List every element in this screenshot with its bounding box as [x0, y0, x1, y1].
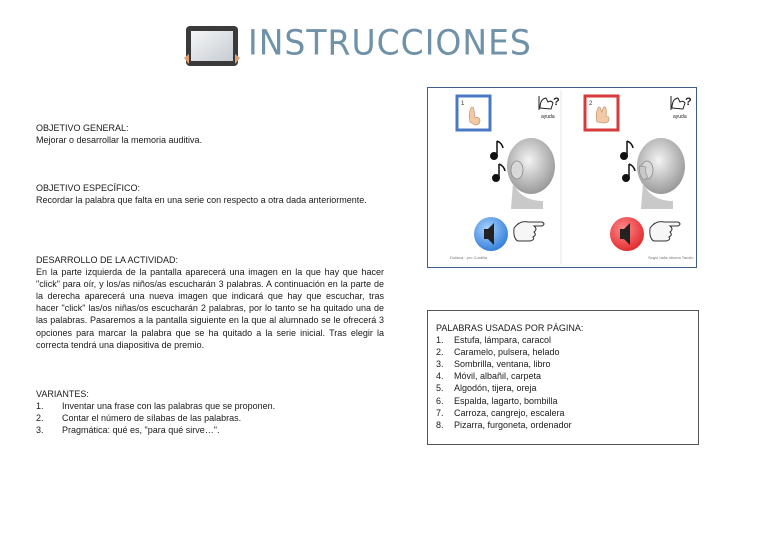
- svg-text:?: ?: [685, 96, 692, 108]
- variante-text: Contar el número de sílabas de las palabras.: [62, 413, 242, 424]
- hand-two-fingers-icon: [596, 107, 609, 123]
- palabras-heading: PALABRAS USADAS POR PÁGINA:: [436, 323, 584, 333]
- palabras-item: [436, 370, 698, 382]
- palabras-number: 6.: [436, 395, 444, 406]
- palabras-number: 3.: [436, 359, 444, 370]
- palabras-item: [436, 346, 698, 358]
- objetivo-general-text: Mejorar o desarrollar la memoria auditiva.: [36, 135, 203, 146]
- objetivo-general: [36, 122, 384, 146]
- variante-item: [36, 400, 384, 412]
- hand-one-finger-icon: [469, 107, 480, 125]
- palabras-item: [436, 334, 698, 346]
- tablet-icon: [184, 24, 240, 68]
- music-note-icon: [491, 141, 506, 182]
- example-slide-illustration: [428, 88, 695, 266]
- variante-text: Pragmática: qué es, "para qué sirve…".: [62, 425, 220, 436]
- palabras-number: 8.: [436, 419, 444, 430]
- palabras-text: Pizarra, furgoneta, ordenador: [454, 419, 572, 430]
- left-panel-footer: Dolisca · pro Cordilla: [450, 255, 488, 260]
- palabras-number: 7.: [436, 407, 444, 418]
- palabras-text: Algodón, tijera, oreja: [454, 383, 537, 394]
- palabras-box: [427, 310, 699, 445]
- objetivo-especifico: [36, 182, 384, 206]
- palabras-number: 5.: [436, 383, 444, 394]
- palabras-text: Caramelo, pulsera, helado: [454, 347, 560, 358]
- help-hand-icon[interactable]: [670, 94, 692, 122]
- example-slide: [427, 87, 697, 268]
- objetivo-especifico-heading: OBJETIVO ESPECÍFICO:: [36, 183, 141, 193]
- objetivo-general-heading: OBJETIVO GENERAL:: [36, 123, 129, 133]
- help-hand-icon[interactable]: [538, 94, 560, 122]
- palabras-text: Sombrilla, ventana, libro: [454, 359, 551, 370]
- variante-number: 2.: [36, 413, 44, 424]
- palabras-text: Móvil, albañil, carpeta: [454, 371, 542, 382]
- palabras-text: Espalda, lagarto, bombilla: [454, 395, 558, 406]
- palabras-item: [436, 358, 698, 370]
- music-note-icon: [621, 141, 636, 182]
- palabras-number: 1.: [436, 335, 444, 346]
- help-label: ayuda: [541, 114, 555, 120]
- right-panel-footer: Segui dalle idioma Tarolio: [648, 255, 694, 260]
- speaker-button[interactable]: [610, 217, 644, 251]
- variantes-heading: VARIANTES:: [36, 389, 89, 399]
- palabras-number: 2.: [436, 347, 444, 358]
- header: [184, 20, 532, 70]
- help-label: ayuda: [673, 114, 687, 120]
- desarrollo-heading: DESARROLLO DE LA ACTIVIDAD:: [36, 255, 179, 265]
- left-panel-number: 1: [461, 101, 465, 107]
- pointing-hand-icon: [514, 222, 544, 241]
- palabras-item: [436, 395, 698, 407]
- objetivo-especifico-text: Recordar la palabra que falta en una serie con respecto a otra dada anteriormente.: [36, 195, 367, 206]
- variantes: [36, 388, 384, 436]
- desarrollo: [36, 254, 384, 351]
- page-title: INSTRUCCIONES: [248, 22, 532, 63]
- left-number-frame: [457, 96, 490, 130]
- speaker-button[interactable]: [474, 217, 508, 251]
- left-panel: [450, 94, 560, 260]
- palabras-item: [436, 382, 698, 394]
- variante-item: [36, 412, 384, 424]
- right-panel-number: 2: [589, 101, 593, 107]
- listening-head-icon: [637, 138, 685, 209]
- palabras-text: Carroza, cangrejo, escalera: [454, 407, 565, 418]
- palabras-item: [436, 407, 698, 419]
- svg-text:?: ?: [553, 96, 560, 108]
- right-panel: [585, 94, 694, 260]
- variante-number: 3.: [36, 425, 44, 436]
- desarrollo-text: En la parte izquierda de la pantalla aparecerá una imagen en la que hay que hacer "click" para oír, y los/as niños/as escucharán 3 palabras. A continuación en la parte de la derecha aparecerá una nueva imagen que indicará que hay que escuchar, tras hacer "click" las/os niñas/os escucharán 2 palabras, por lo tanto se ha quitado una de las palabras. Pasaremos a la pantalla siguiente en la que al alumnado se le ofrecerá 3 opciones para marcar la palabra que se ha quitado a la serie inicial. Tras elegir la correcta tendrá una diapositiva de premio.: [36, 267, 384, 350]
- right-number-frame: [585, 96, 618, 130]
- variante-text: Inventar una frase con las palabras que se proponen.: [62, 401, 276, 412]
- palabras-item: [436, 419, 698, 431]
- palabras-text: Estufa, lámpara, caracol: [454, 335, 552, 346]
- palabras-number: 4.: [436, 371, 444, 382]
- variante-item: [36, 424, 384, 436]
- pointing-hand-icon: [650, 222, 680, 241]
- listening-head-icon: [507, 138, 555, 209]
- variante-number: 1.: [36, 401, 44, 412]
